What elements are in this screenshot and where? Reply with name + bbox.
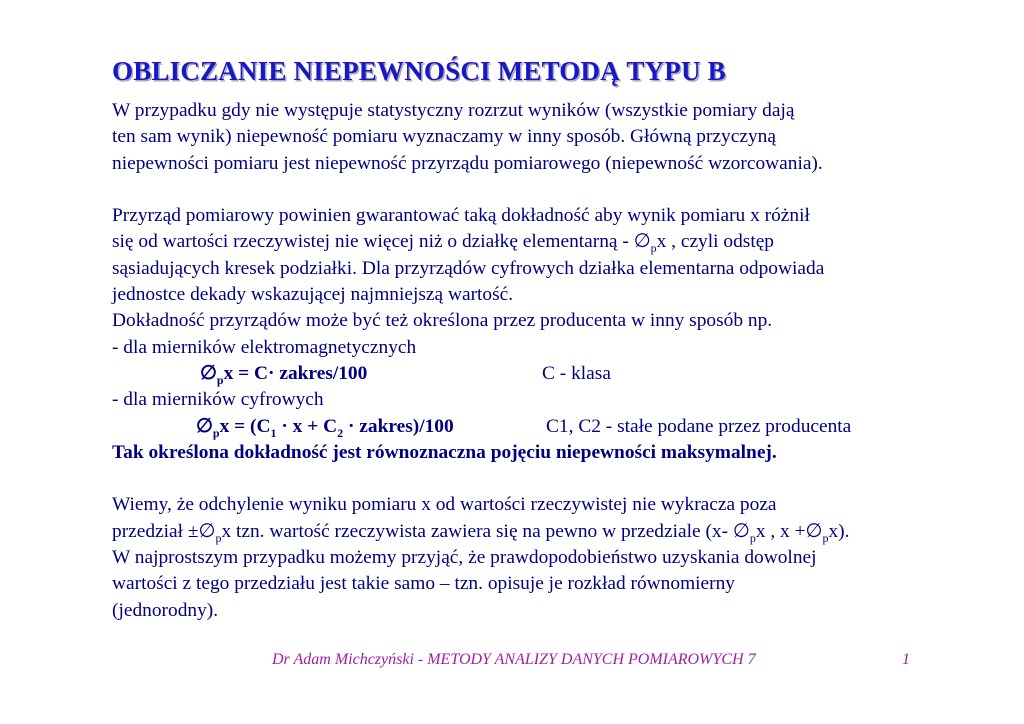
paragraph-1-line-2: ten sam wynik) niepewność pomiaru wyznaczamy w inny sposób. Główną przyczyną [112,126,776,148]
slide-body [112,98,962,624]
formula-digital [112,414,962,440]
paragraph-3-line-5: (jednorodny). [112,599,219,621]
paragraph-2-line-3: sąsiadujących kresek podziałki. Dla przyrządów cyfrowych działka elementarna odpowiada [112,257,825,279]
subscript-2: 2 [337,425,344,440]
formula-text: x = C· zakres/100 [223,362,368,384]
paragraph-2-line-6: - dla mierników elektromagnetycznych [112,336,417,358]
paragraph-3-line-4: wartości z tego przedziału jest takie samo – tzn. opisuje je rozkład równomierny [112,573,735,595]
paragraph-gap [112,177,962,203]
paragraph-2-line-5: Dokładność przyrządów może być też określona przez producenta w inny sposób np. [112,310,773,332]
formula-text: · x + C [276,415,338,437]
paragraph-gap [112,466,962,492]
formula-expression [200,361,542,387]
text-span: się od wartości rzeczywistej nie więcej niż o działkę elementarną - [112,231,634,253]
paragraph-3-line-2 [112,519,962,545]
delta-symbol: ∅ [633,231,651,253]
delta-symbol: ∅ [196,415,213,437]
formula-expression [196,414,546,440]
paragraph-2-line-1: Przyrząd pomiarowy powinien gwarantować taką dokładność aby wynik pomiaru x różnił [112,205,810,227]
conclusion-line: Tak określona dokładność jest równoznaczna pojęciu niepewności maksymalnej. [112,441,777,463]
paragraph-1-line-3: niepewności pomiaru jest niepewność przyrządu pomiarowego (niepewność wzorcowania). [112,152,823,174]
formula-electromagnetic [112,361,962,387]
delta-symbol: ∅ [732,520,750,542]
subscript-p: p [749,530,756,545]
subscript-p: p [212,425,220,440]
formula-text: x = (C [219,415,271,437]
text-span: x , x + [755,520,806,542]
text-span: x , czyli odstęp [656,231,775,253]
paragraph-1-line-1: W przypadku gdy nie występuje statystyczny rozrzut wyników (wszystkie pomiary dają [112,100,795,121]
paragraph-3-line-3: W najprostszym przypadku możemy przyjąć, że prawdopodobieństwo uzyskania dowolnej [112,547,817,569]
text-span: x tzn. wartość rzeczywista zawiera się na pewno w przedziale (x- [221,520,733,542]
delta-symbol: ∅ [200,362,217,384]
text-span: przedział ± [112,520,199,542]
subscript-p: p [822,530,829,545]
paragraph-2-line-7: - dla mierników cyfrowych [112,389,324,411]
text-span: x). [828,520,850,542]
slide-title: OBLICZANIE NIEPEWNOŚCI METODĄ TYPU B [112,56,726,86]
subscript-1: 1 [270,425,277,440]
formula-text: · zakres)/100 [343,415,454,437]
delta-symbol: ∅ [805,520,823,542]
subscript-p: p [215,530,222,545]
footer-text: Dr Adam Michczyński - METODY ANALIZY DANYCH POMIAROWYCH 7 [272,651,756,668]
formula-note: C - klasa [542,362,611,384]
subscript-p: p [650,241,657,256]
paragraph-3-line-1: Wiemy, że odchylenie wyniku pomiaru x od wartości rzeczywistej nie wykracza poza [112,494,777,516]
delta-symbol: ∅ [198,520,216,542]
subscript-p: p [216,372,224,387]
page-number: 1 [902,651,910,668]
formula-note: C1, C2 - stałe podane przez producenta [546,415,852,437]
paragraph-2-line-2 [112,229,962,255]
paragraph-2-line-4: jednostce dekady wskazującej najmniejszą wartość. [112,284,514,306]
